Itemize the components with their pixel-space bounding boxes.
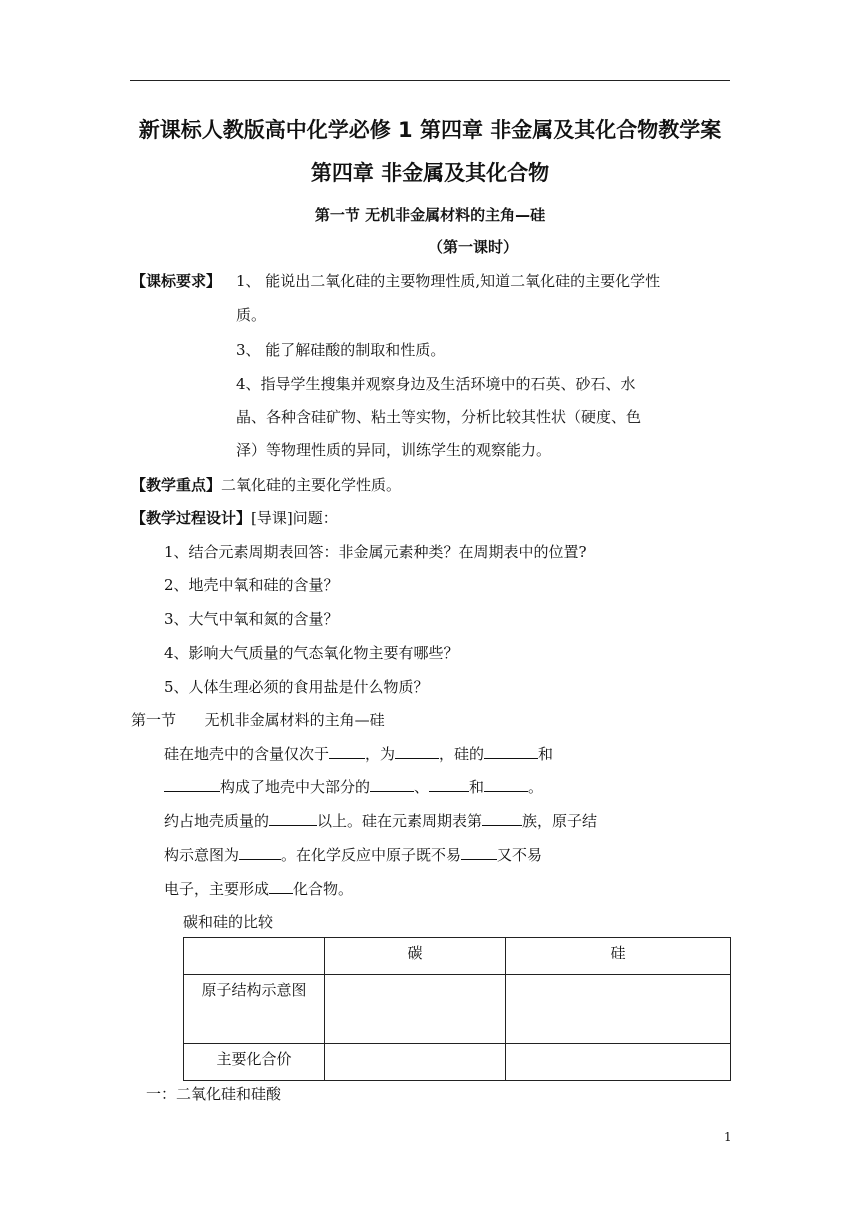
table-caption: 碳和硅的比较 (183, 913, 274, 931)
requirement-line-5: 晶、各种含硅矿物、粘土等实物，分析比较其性状（硬度、色 (236, 408, 642, 426)
requirement-line-6: 泽）等物理性质的异同，训练学生的观察能力。 (236, 441, 552, 459)
answer-blank[interactable] (329, 744, 365, 759)
document-title: 新课标人教版高中化学必修 1 第四章 非金属及其化合物教学案 (138, 118, 722, 142)
section-heading: 第一节 无机非金属材料的主角—硅 (131, 711, 385, 729)
table-row (184, 1044, 731, 1081)
question-1: 1、结合元素周期表回答：非金属元素种类？在周期表中的位置? (164, 543, 587, 561)
fill-text: 。 (528, 778, 544, 796)
fill-text: 构示意图为 (164, 846, 240, 864)
table-row (184, 975, 731, 1044)
answer-blank[interactable] (164, 777, 220, 792)
requirement-line-1: 1、 能说出二氧化硅的主要物理性质,知道二氧化硅的主要化学性 (236, 272, 661, 290)
requirements-label: 【课标要求】 (131, 272, 222, 290)
fill-text: 、 (414, 778, 430, 796)
answer-blank[interactable] (370, 777, 414, 792)
comparison-table (183, 937, 731, 1081)
header-cell-carbon: 碳 (325, 938, 506, 975)
row-label-valence: 主要化合价 (184, 1044, 325, 1081)
header-cell (184, 938, 325, 975)
header-rule (130, 80, 730, 81)
fill-text: 以上。硅在元素周期表第 (317, 812, 483, 830)
question-3: 3、大气中氧和氮的含量？ (164, 610, 339, 628)
fill-text: 硅在地壳中的含量仅次于 (164, 745, 330, 763)
answer-blank[interactable] (269, 879, 293, 894)
fill-text: ，为 (365, 745, 396, 763)
answer-blank[interactable] (461, 845, 497, 860)
chapter-title: 第四章 非金属及其化合物 (310, 161, 550, 185)
answer-blank[interactable] (429, 777, 469, 792)
key-point-label: 【教学重点】 (131, 476, 222, 494)
fill-line-5 (164, 878, 353, 899)
answer-blank[interactable] (239, 845, 281, 860)
question-5: 5、人体生理必须的食用盐是什么物质？ (164, 678, 429, 696)
requirement-line-4: 4、指导学生搜集并观察身边及生活环境中的石英、砂石、水 (236, 375, 636, 393)
fill-text: 和 (469, 778, 485, 796)
key-point-text: 二氧化硅的主要化学性质。 (221, 476, 402, 494)
fill-text: 电子，主要形成 (164, 880, 270, 898)
fill-text: 族，原子结 (522, 812, 598, 830)
fill-text: ，硅的 (439, 745, 485, 763)
requirement-line-2: 质。 (236, 306, 267, 324)
empty-cell[interactable] (325, 975, 506, 1044)
question-2: 2、地壳中氧和硅的含量？ (164, 576, 339, 594)
fill-line-4 (164, 844, 542, 865)
fill-text: 构成了地壳中大部分的 (220, 778, 371, 796)
fill-text: 又不易 (497, 846, 543, 864)
requirement-line-3: 3、 能了解硅酸的制取和性质。 (236, 341, 446, 359)
empty-cell[interactable] (325, 1044, 506, 1081)
header-cell-silicon: 硅 (506, 938, 731, 975)
answer-blank[interactable] (482, 811, 522, 826)
answer-blank[interactable] (484, 744, 538, 759)
empty-cell[interactable] (506, 975, 731, 1044)
fill-line-3 (164, 810, 597, 831)
subsection-heading: 一：二氧化硅和硅酸 (146, 1085, 282, 1103)
fill-text: 约占地壳质量的 (164, 812, 270, 830)
question-4: 4、影响大气质量的气态氧化物主要有哪些？ (164, 644, 459, 662)
fill-text: 。在化学反应中原子既不易 (281, 846, 462, 864)
process-text: [导课]问题： (251, 509, 338, 527)
empty-cell[interactable] (506, 1044, 731, 1081)
page-number: 1 (724, 1130, 732, 1144)
section-title: 第一节 无机非金属材料的主角—硅 (314, 206, 546, 224)
process-heading (131, 507, 338, 528)
process-label: 【教学过程设计】 (131, 509, 252, 527)
key-point (131, 474, 401, 495)
table-header-row (184, 938, 731, 975)
fill-line-2 (164, 776, 543, 797)
lesson-label: （第一课时） (428, 238, 519, 256)
answer-blank[interactable] (269, 811, 317, 826)
fill-text: 化合物。 (293, 880, 354, 898)
row-label-structure: 原子结构示意图 (184, 975, 325, 1044)
answer-blank[interactable] (395, 744, 439, 759)
answer-blank[interactable] (484, 777, 528, 792)
fill-text: 和 (538, 745, 554, 763)
fill-line-1 (164, 743, 553, 764)
